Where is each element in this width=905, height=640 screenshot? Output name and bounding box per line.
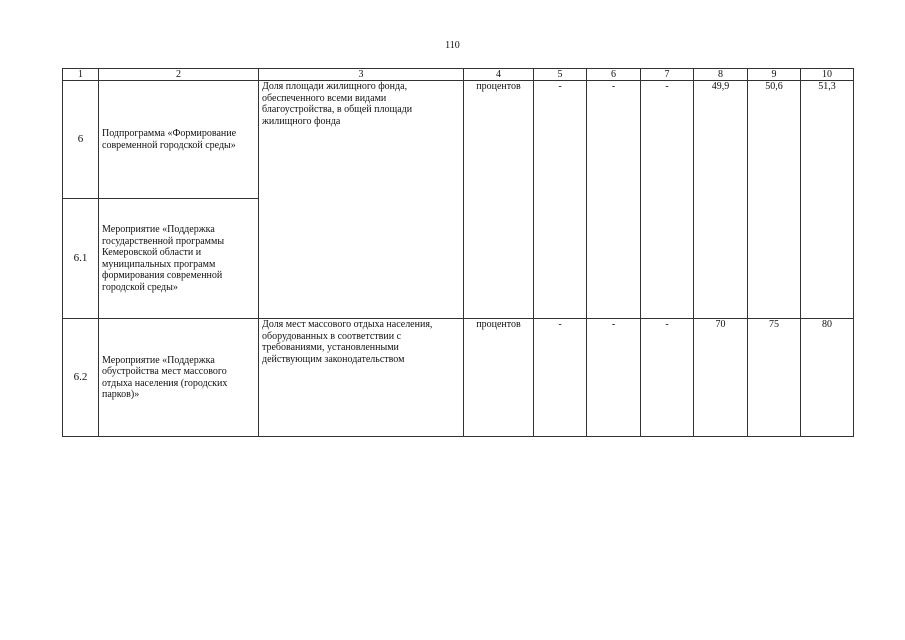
indicator-text: Доля площади жилищного фонда, обеспеченного всеми видами благоустройства, в общей площади жилищного фонда <box>259 81 464 319</box>
indicator-value: 49,9 <box>694 81 748 319</box>
row-number: 6.2 <box>63 319 99 437</box>
indicator-value: - <box>641 319 694 437</box>
column-header: 3 <box>259 69 464 81</box>
indicator-value: - <box>534 81 587 319</box>
table-header-row <box>63 69 854 81</box>
indicator-value: - <box>587 81 641 319</box>
page-number: 110 <box>445 40 460 51</box>
column-header: 5 <box>534 69 587 81</box>
column-header: 9 <box>748 69 801 81</box>
row-name: Мероприятие «Поддержка обустройства мест массового отдыха населения (городских парков)» <box>99 319 259 437</box>
indicator-value: 51,3 <box>801 81 854 319</box>
indicator-unit: процентов <box>464 319 534 437</box>
row-number: 6.1 <box>63 199 99 319</box>
indicator-unit: процентов <box>464 81 534 319</box>
indicator-value: - <box>641 81 694 319</box>
indicator-value: - <box>587 319 641 437</box>
column-header: 7 <box>641 69 694 81</box>
row-name: Мероприятие «Поддержка государственной программы Кемеровской области и муниципальных программ формирования современной городской среды» <box>99 199 259 319</box>
indicator-value: 80 <box>801 319 854 437</box>
column-header: 8 <box>694 69 748 81</box>
table-row <box>63 81 854 199</box>
table-row <box>63 319 854 437</box>
indicators-table <box>62 68 854 437</box>
indicator-value: 70 <box>694 319 748 437</box>
column-header: 4 <box>464 69 534 81</box>
indicator-value: 50,6 <box>748 81 801 319</box>
indicator-text: Доля мест массового отдыха населения, оборудованных в соответствии с требованиями, установленными действующим законодательством <box>259 319 464 437</box>
indicator-value: - <box>534 319 587 437</box>
row-name: Подпрограмма «Формирование современной городской среды» <box>99 81 259 199</box>
column-header: 10 <box>801 69 854 81</box>
column-header: 6 <box>587 69 641 81</box>
row-number: 6 <box>63 81 99 199</box>
column-header: 1 <box>63 69 99 81</box>
indicator-value: 75 <box>748 319 801 437</box>
column-header: 2 <box>99 69 259 81</box>
